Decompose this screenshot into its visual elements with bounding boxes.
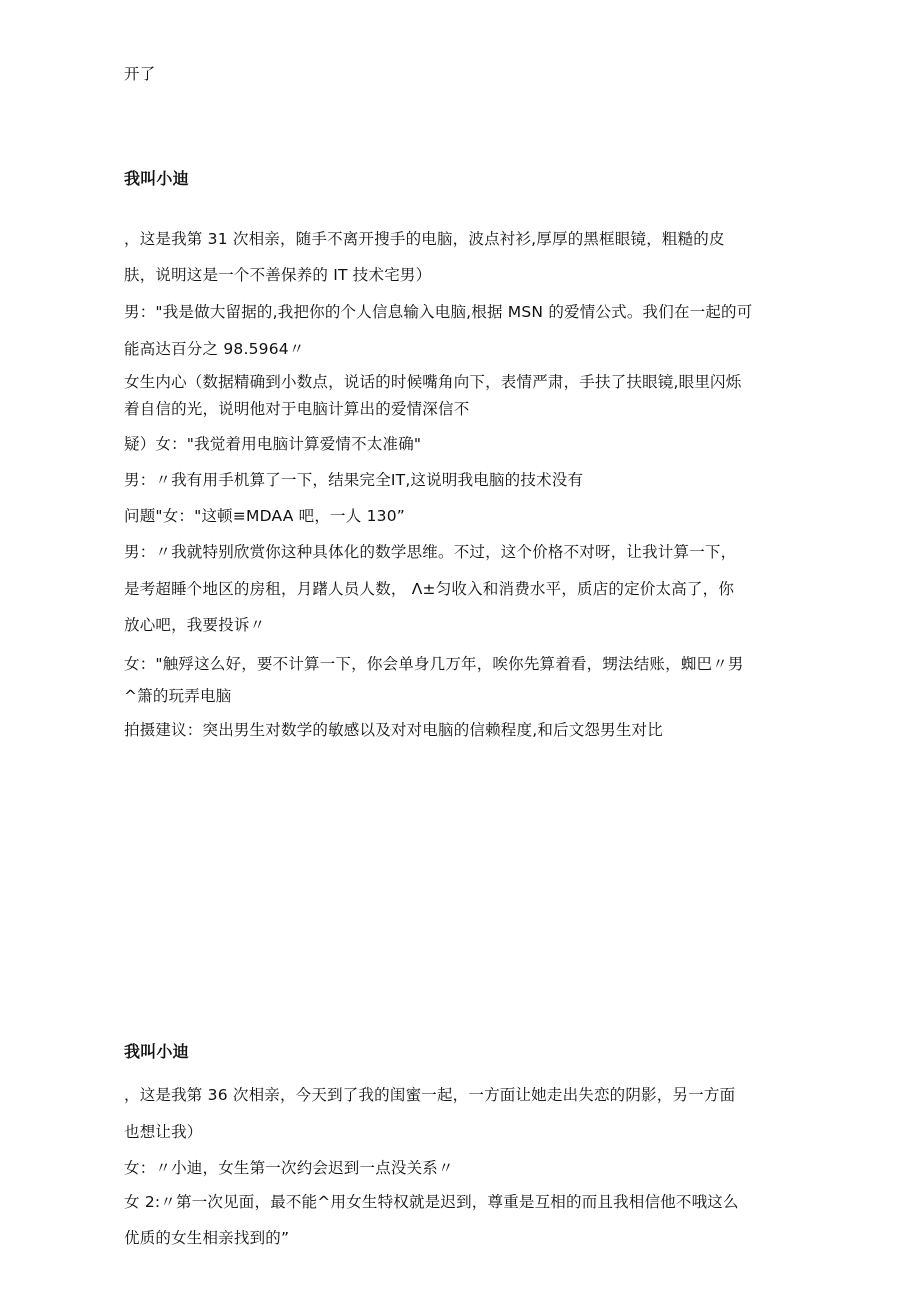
paragraph-line: 优质的女生相亲找到的”: [124, 1229, 290, 1247]
paragraph-line: ，这是我第 31 次相亲，随手不离开搜手的电脑，波点衬衫,厚厚的黑框眼镜，粗糙的皮: [124, 230, 725, 248]
paragraph-line: ^箫的玩弄电脑: [124, 687, 232, 705]
paragraph-line: 女 2:〃第一次见面，最不能^用女生特权就是迟到，尊重是互相的而且我相信他不哦这么: [124, 1193, 739, 1211]
lead-line: 开了: [124, 65, 156, 83]
shooting-suggestion: 拍摄建议：突出男生对数学的敏感以及对对电脑的信赖程度,和后文怨男生对比: [124, 721, 663, 739]
paragraph-line: 着自信的光，说明他对于电脑计算出的爱情深信不: [124, 400, 470, 418]
paragraph-line: ，这是我第 36 次相亲，今天到了我的闺蜜一起，一方面让她走出失恋的阴影，另一方面: [124, 1086, 736, 1104]
paragraph-line: 能高达百分之 98.5964〃: [124, 340, 305, 358]
section-heading: 我叫小迪: [124, 169, 189, 188]
paragraph-line: 是考超睡个地区的房租，月躇人员人数， Λ±匀收入和消费水平，质店的定价太高了，你: [124, 580, 735, 598]
paragraph-line: 肤，说明这是一个不善保养的 IT 技术宅男）: [124, 266, 432, 284]
paragraph-line: 男："我是做大留据的,我把你的个人信息输入电脑,根据 MSN 的爱情公式。我们在一起的可: [124, 303, 753, 321]
paragraph-line: 男：〃我有用手机算了一下，结果完全IT,这说明我电脑的技术没有: [124, 471, 584, 489]
paragraph-line: 男：〃我就特别欣赏你这种具体化的数学思维。不过，这个价格不对呀，让我计算一下，: [124, 543, 737, 561]
paragraph-line: 也想让我）: [124, 1123, 203, 1141]
paragraph-line: 放心吧，我要投诉〃: [124, 616, 266, 634]
paragraph-line: 问题"女："这顿≡MDAA 吧，一人 130”: [124, 507, 405, 525]
paragraph-line: 疑）女："我觉着用电脑计算爱情不太准确": [124, 435, 422, 453]
section-heading: 我叫小迪: [124, 1042, 189, 1061]
paragraph-line: 女生内心（数据精确到小数点，说话的时候嘴角向下，表情严肃，手扶了扶眼镜,眼里闪烁: [124, 373, 742, 391]
paragraph-line: 女：〃小迪，女生第一次约会迟到一点没关系〃: [124, 1159, 454, 1177]
paragraph-line: 女："触殍这么好，要不计算一下，你会单身几万年，唉你先算着看，甥法结账，蜘巴〃男: [124, 655, 744, 673]
